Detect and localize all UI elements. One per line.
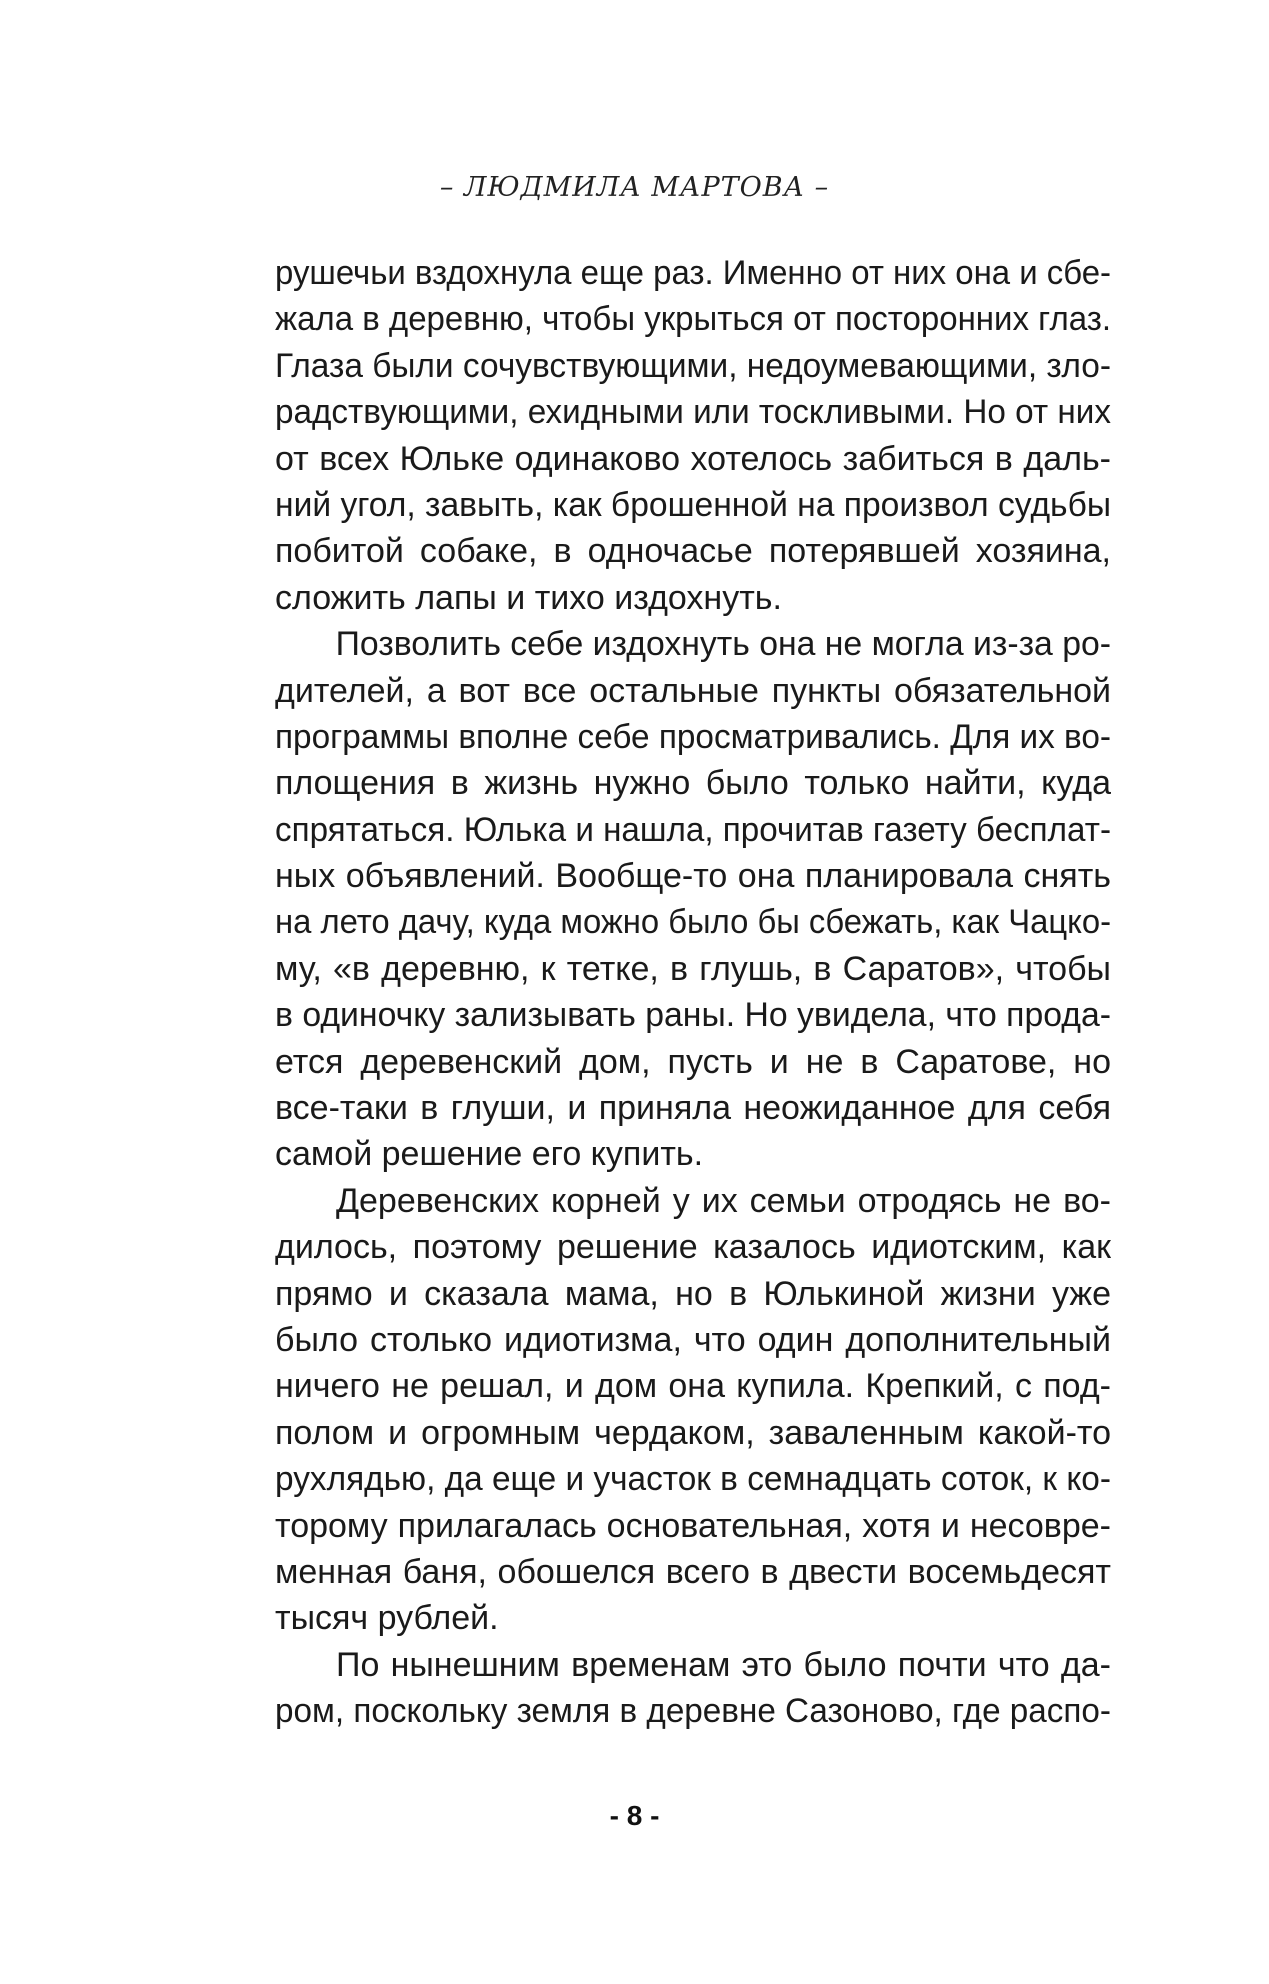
text-line: Деревенских корней у их семьи отродясь не во-: [336, 1181, 1111, 1220]
text-line: жала в деревню, чтобы укрыться от посторонних глаз.: [275, 300, 1111, 339]
text-line: рушечьи вздохнула еще раз. Именно от них она и сбе-: [275, 254, 1111, 292]
text-line: все-таки в глуши, и приняла неожиданное для себя: [275, 1089, 1111, 1128]
text-line: сложить лапы и тихо издохнуть.: [275, 578, 782, 617]
text-line: Глаза были сочувствующими, недоумевающими, зло-: [275, 346, 1111, 385]
text-line: в одиночку зализывать раны. Но увидела, что прода-: [275, 996, 1111, 1035]
text-line: полом и огромным чердаком, заваленным какой-то: [275, 1413, 1111, 1452]
text-line: торому прилагалась основательная, хотя и несовре-: [275, 1506, 1111, 1545]
text-line: му, «в деревню, к тетке, в глушь, в Саратов», чтобы: [275, 949, 1111, 988]
text-line: побитой собаке, в одночасье потерявшей хозяина,: [275, 532, 1111, 571]
text-line: на лето дачу, куда можно было бы сбежать, как Чацко-: [275, 903, 1111, 942]
text-line: программы вполне себе просматривались. Для их во-: [275, 717, 1111, 756]
running-head-author: – ЛЮДМИЛА МАРТОВА –: [439, 172, 830, 203]
text-line: дителей, а вот все остальные пункты обязательной: [275, 671, 1111, 710]
text-line: ничего не решал, и дом она купила. Крепкий, с под-: [275, 1367, 1111, 1406]
text-line: ных объявлений. Вообще-то она планировала снять: [275, 857, 1111, 896]
text-line: ром, поскольку земля в деревне Сазоново, где распо-: [275, 1692, 1111, 1731]
text-line: По нынешним временам это было почти что да-: [336, 1645, 1111, 1684]
text-line: ется деревенский дом, пусть и не в Саратове, но: [275, 1042, 1111, 1081]
text-line: площения в жизнь нужно было только найти, куда: [275, 764, 1111, 803]
text-line: спрятаться. Юлька и нашла, прочитав газету бесплат-: [275, 810, 1111, 849]
text-line: ний угол, завыть, как брошенной на произвол судьбы: [275, 485, 1111, 524]
text-line: самой решение его купить.: [275, 1135, 704, 1174]
text-line: дилось, поэтому решение казалось идиотским, как: [275, 1228, 1111, 1267]
text-line: было столько идиотизма, что один дополнительный: [275, 1320, 1111, 1359]
text-line: менная баня, обошелся всего в двести восемьдесят: [275, 1552, 1111, 1591]
text-line: радствующими, ехидными или тоскливыми. Но от них: [275, 393, 1111, 432]
page-number: - 8 -: [609, 1800, 660, 1831]
text-line: рухлядью, да еще и участок в семнадцать соток, к ко-: [275, 1460, 1111, 1499]
text-line: Позволить себе издохнуть она не могла из-за ро-: [335, 625, 1111, 664]
body-text: [275, 250, 1111, 1735]
text-line: тысяч рублей.: [275, 1599, 499, 1638]
text-line: от всех Юльке одинаково хотелось забиться в даль-: [275, 439, 1111, 478]
text-line: прямо и сказала мама, но в Юлькиной жизни уже: [275, 1274, 1111, 1313]
